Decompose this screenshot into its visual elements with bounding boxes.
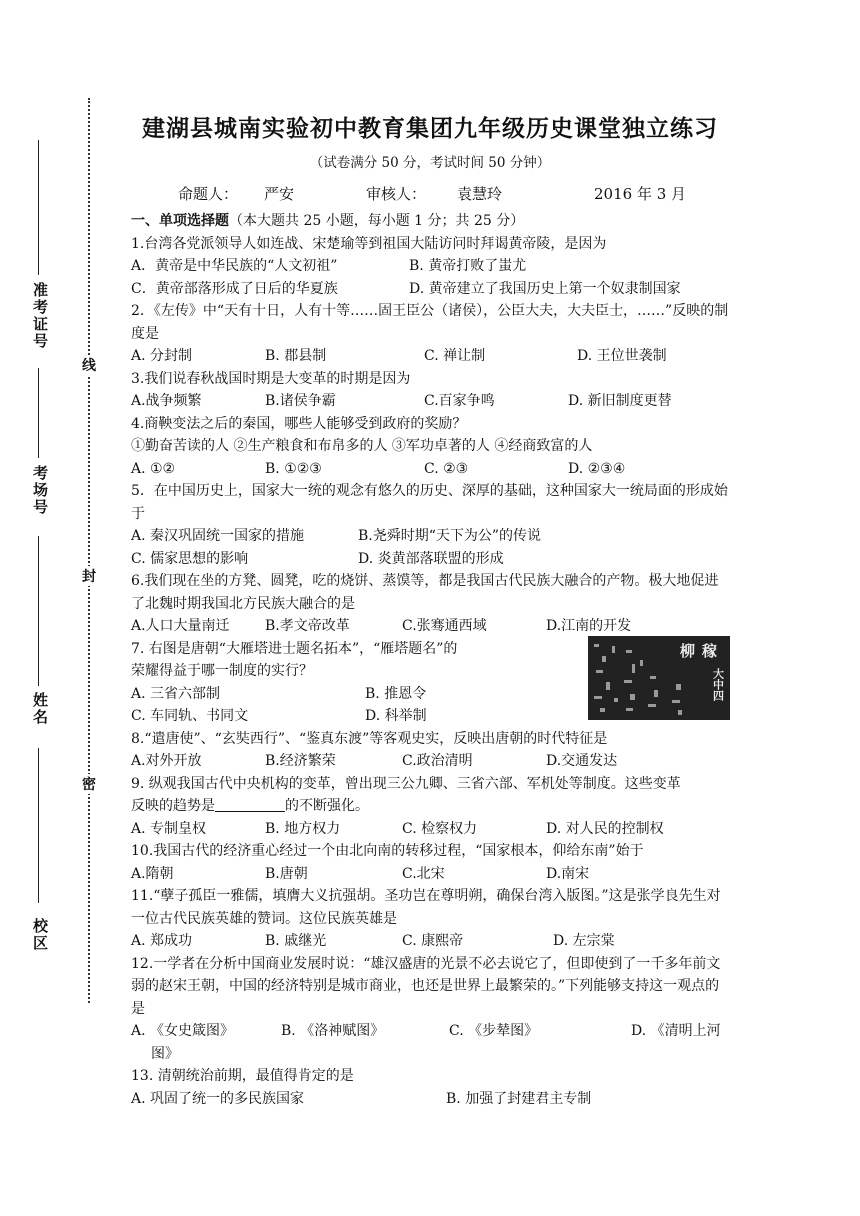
option-d: D.交通发达: [546, 753, 618, 769]
option-b: B.经济繁荣: [265, 753, 336, 769]
option-d: D.南宋: [546, 865, 590, 882]
rubbing-char-2: 稼: [702, 642, 718, 660]
option-c: C.百家争鸣: [424, 393, 495, 409]
option-b: B. 加强了封建君主专制: [446, 1090, 592, 1107]
option-b: B. 黄帝打败了蚩尤: [409, 258, 527, 274]
option-c: C. 车同轨、书同文: [131, 708, 249, 724]
question-stem: 5．在中国历史上，国家大一统的观念有悠久的历史、深厚的基础，这种国家大一统局面的形成始于: [131, 483, 728, 522]
option-d: D. 新旧制度更替: [568, 393, 672, 409]
option-a: A. 秦汉巩固统一国家的措施: [131, 528, 305, 544]
option-b: B. 郡县制: [265, 348, 327, 364]
option-row: [131, 1020, 731, 1043]
seal-mark-xian: 线: [80, 355, 98, 375]
option-b: B.孝文帝改革: [265, 618, 350, 634]
question-stem: 7. 右图是唐朝“大雁塔进士题名拓本”，“雁塔题名”的: [131, 640, 458, 657]
option-c: C．黄帝部落形成了日后的华夏族: [131, 280, 338, 297]
option-b: B. 戚继光: [265, 933, 327, 949]
option-a: A.人口大量南迁: [131, 618, 230, 634]
option-a: A.隋朝: [131, 865, 174, 882]
question-stem: 1.台湾各党派领导人如连战、宋楚瑜等到祖国大陆访问时拜谒黄帝陵，是因为: [131, 235, 607, 252]
option-row: [131, 548, 731, 571]
option-c: C. 儒家思想的影响: [131, 550, 249, 567]
label-kaochang: 考场号: [31, 465, 49, 516]
stem-part: 反映的趋势是: [131, 798, 215, 814]
section-note: （本大题共 25 小题，每小题 1 分；共 25 分）: [229, 213, 525, 229]
section-title: 一、单项选择题: [131, 213, 229, 229]
rubbing-col-3: 大中四: [711, 668, 725, 701]
label-name: 姓名: [31, 692, 49, 726]
option-a: A. 分封制: [131, 348, 193, 364]
option-c: C.北宋: [402, 865, 445, 882]
option-a: A. 巩固了统一的多民族国家: [131, 1090, 305, 1107]
seal-mark-mi: 密: [80, 774, 98, 794]
setter-name: 严安: [264, 185, 295, 203]
option-d-cont: 图》: [151, 1045, 179, 1062]
option-row: [131, 750, 731, 773]
label-school: 校区: [31, 918, 49, 952]
option-a: A.战争频繁: [131, 393, 202, 409]
option-d: D. 黄帝建立了我国历史上第一个奴隶制国家: [409, 280, 681, 297]
option-d: D. 《清明上河: [631, 1023, 721, 1039]
option-b: B. 《洛神赋图》: [281, 1023, 385, 1039]
option-b: B.诸侯争霸: [265, 393, 336, 409]
option-d: D. 王位世袭制: [577, 348, 667, 364]
option-d: D. 左宗棠: [553, 933, 615, 949]
option-row: [131, 1088, 731, 1111]
binding-margin: [0, 0, 110, 1216]
name-underline: [38, 536, 39, 686]
option-b: B. 地方权力: [265, 820, 341, 837]
seal-mark-feng: 封: [80, 566, 98, 586]
kaochang-underline: [38, 368, 39, 458]
question-stem-cont: [131, 795, 731, 818]
question-stem: 11.“孽子孤臣一雅儒，填膺大义抗强胡。圣功岂在尊明朔，确保台湾入版图。”这是张学良先生对一位古代民族英雄的赞词。这位民族英雄是: [131, 888, 721, 927]
option-a: A. 专制皇权: [131, 820, 207, 837]
option-b: B.尧舜时期“天下为公”的传说: [358, 528, 542, 544]
option-row: [131, 458, 731, 481]
school-underline: [38, 748, 39, 903]
option-b: B. ①②③: [265, 460, 322, 477]
option-c: C. 禅让制: [424, 348, 486, 364]
option-d: D. 炎黄部落联盟的形成: [358, 550, 504, 567]
option-row: [131, 390, 731, 413]
option-d: D.江南的开发: [546, 618, 632, 634]
option-a: A. 《女史箴图》: [131, 1023, 235, 1039]
exam-date: 2016 年 3 月: [594, 185, 687, 203]
option-row: [131, 818, 731, 841]
option-row: [131, 930, 731, 953]
option-c: C. 康熙帝: [402, 933, 464, 949]
option-c: C.政治清明: [402, 753, 473, 769]
option-d: D. ②③④: [568, 460, 626, 477]
option-c: C. 《步辇图》: [449, 1023, 539, 1039]
option-row: [131, 255, 731, 278]
question-stem: 2．《左传》中“天有十日，人有十等……固王臣公（诸侯），公臣大夫，大夫臣士，……”反映的制度是: [131, 303, 729, 342]
binding-dotted-line: [88, 98, 90, 1003]
reviewer-label: 审核人：: [366, 185, 427, 203]
question-stem: 8.“遣唐使”、“玄奘西行”、“鉴真东渡”等客观史实，反映出唐朝的时代特征是: [131, 730, 608, 747]
page-title: 建湖县城南实验初中教育集团九年级历史课堂独立练习: [142, 115, 718, 142]
option-c: C. ②③: [424, 460, 469, 477]
option-d: D. 科举制: [365, 708, 427, 724]
option-row: [131, 278, 731, 301]
option-a: A．黄帝是中华民族的“人文初祖”: [131, 258, 338, 274]
question-stem: 3.我们说春秋战国时期是大变革的时期是因为: [131, 370, 411, 387]
exam-info: （试卷满分 50 分，考试时间 50 分钟）: [309, 155, 551, 171]
section-heading: [131, 210, 731, 233]
option-b: B.唐朝: [265, 865, 308, 882]
rubbing-char-1: 柳: [680, 642, 696, 660]
option-row: [131, 863, 731, 886]
question-stem: 9. 纵观我国古代中央机构的变革，曾出现三公九卿、三省六部、军机处等制度。这些变革: [131, 775, 681, 792]
option-row: [131, 525, 731, 548]
option-a: A. ①②: [131, 460, 176, 477]
stem-part: 的不断强化。: [285, 798, 369, 814]
question-stem: 4.商鞅变法之后的秦国，哪些人能够受到政府的奖励？: [131, 415, 467, 432]
question-stem: 6.我们现在坐的方凳、圆凳，吃的烧饼、蒸馍等，都是我国古代民族大融合的产物。极大地促进了北魏时期我国北方民族大融合的是: [131, 573, 719, 612]
setter-label: 命题人：: [178, 185, 239, 203]
option-c: C.张骞通西域: [402, 618, 487, 634]
reviewer-name: 袁慧玲: [457, 185, 503, 203]
question-stem: 10.我国古代的经济重心经过一个由北向南的转移过程，“国家根本，仰给东南”始于: [131, 843, 644, 859]
option-a: A. 郑成功: [131, 933, 193, 949]
option-a: A.对外开放: [131, 753, 202, 769]
option-a: A. 三省六部制: [131, 685, 221, 702]
option-d: D. 对人民的控制权: [546, 820, 664, 837]
question-items: ①勤奋苦读的人 ②生产粮食和布帛多的人 ③军功卓著的人 ④经商致富的人: [131, 438, 593, 454]
option-c: C. 检察权力: [402, 820, 478, 837]
question-stem: 13. 清朝统治前期，最值得肯定的是: [131, 1068, 354, 1084]
question-stem-cont: 荣耀得益于哪一制度的实行？: [131, 663, 313, 679]
rubbing-image: [588, 636, 730, 720]
label-zhunkaozheng: 准考证号: [31, 282, 49, 350]
question-stem: 12.一学者在分析中国商业发展时说：“雄汉盛唐的光景不必去说它了，但即使到了一千多年前文弱的赵宋王朝，中国的经济特别是城市商业，也还是世界上最繁荣的。”下列能够支持这一观点的是: [131, 955, 721, 1017]
option-row: [131, 615, 731, 638]
fill-blank: [215, 797, 285, 812]
option-row: [131, 345, 731, 368]
option-b: B. 推恩令: [365, 685, 427, 702]
